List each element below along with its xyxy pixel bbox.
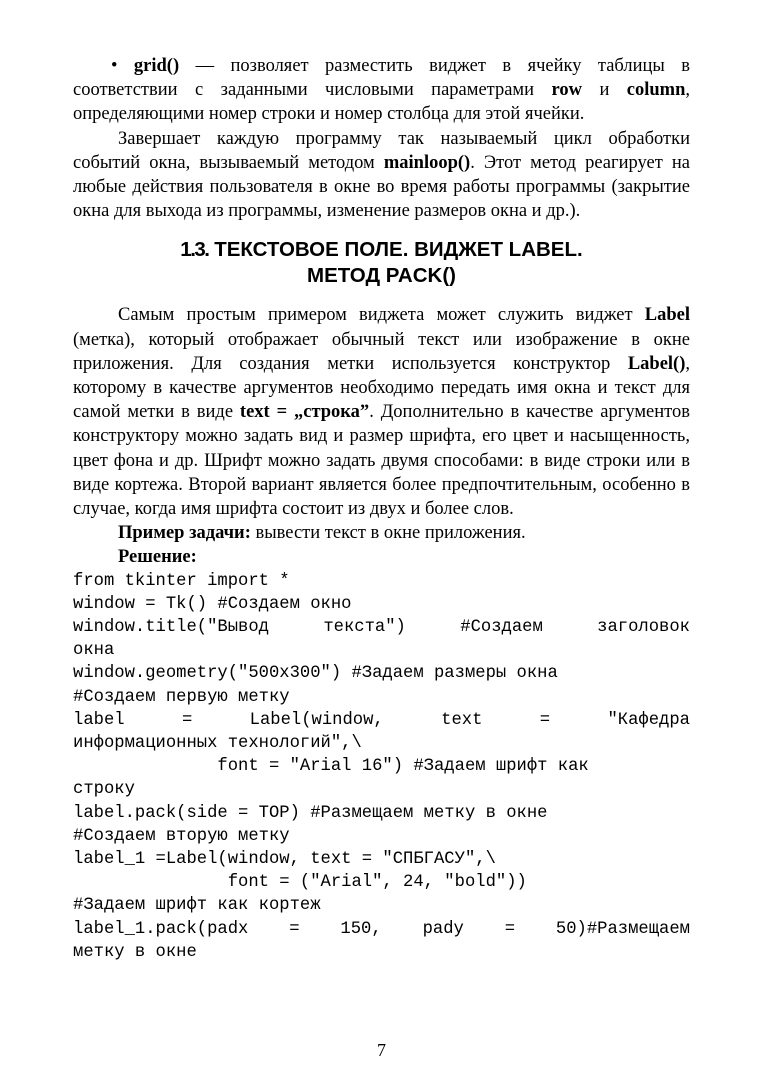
term-text-arg: text = „строка” xyxy=(239,402,370,423)
code-line: label_1 =Label(window, text = "СПБГАСУ",\ xyxy=(73,850,496,870)
heading-line-2: МЕТОД PACK() xyxy=(307,264,456,288)
task-line xyxy=(73,521,690,545)
code-line: window = Tk() #Создаем окно xyxy=(73,594,352,614)
page-content xyxy=(73,54,690,964)
code-line: метку в окне xyxy=(73,942,197,962)
code-line: окна xyxy=(73,641,115,661)
term-grid: grid() xyxy=(133,56,180,76)
code-line: label_1.pack(padx = 150, pady = 50)#Размещаем xyxy=(73,919,690,939)
term-label-ctor: Label() xyxy=(627,353,686,374)
term-label: Label xyxy=(644,305,690,326)
text-segment: . Дополнительно в качестве аргументов конструктору можно задать вид и размер шрифта, его цвет и насыщенность, цвет фона и др. Шрифт можно задать двумя способами: в виде строки или в виде кортежа. Второй вариант является более предпочтительным, особенно в случае, когда имя шрифта состоит из двух и более слов. xyxy=(73,402,690,520)
code-line: from tkinter import * xyxy=(73,571,290,591)
term-mainloop: mainloop() xyxy=(383,152,471,173)
code-line: #Создаем первую метку xyxy=(73,687,290,707)
code-listing xyxy=(73,570,690,964)
section-heading xyxy=(73,237,690,289)
text-segment: , которому в качестве аргументов необходимо передать имя окна и текст для самой метки в виде xyxy=(73,353,690,423)
code-line: window.geometry("500x300") #Задаем размеры окна xyxy=(73,664,558,684)
term-column: column xyxy=(626,80,686,101)
code-line: label = Label(window, text = "Кафедра xyxy=(73,710,690,730)
term-row: row xyxy=(551,80,582,101)
text-segment: и xyxy=(582,80,627,101)
text-segment: — позволяет разместить виджет в ячейку таблицы в соответствии с заданными числовыми параметрами xyxy=(73,56,691,101)
text-segment: Завершает каждую программу так называемый цикл обработки событий окна, вызываемый методом xyxy=(73,128,690,173)
paragraph-label xyxy=(73,303,690,521)
task-text: вывести текст в окне приложения. xyxy=(250,523,526,544)
code-line: label.pack(side = TOP) #Размещаем метку в окне xyxy=(73,803,548,823)
code-line: #Задаем шрифт как кортеж xyxy=(73,896,321,916)
code-line: строку xyxy=(73,780,135,800)
text-segment: (метка), который отображает обычный текст или изображение в окне приложения. Для создания метки используется конструктор xyxy=(73,329,690,374)
code-line: window.title("Вывод текста") #Создаем заголовок xyxy=(73,618,690,638)
page-number: 7 xyxy=(377,1040,386,1060)
code-line: #Создаем вторую метку xyxy=(73,826,290,846)
section-number: 1.3. xyxy=(180,238,209,262)
text-segment: . Этот метод реагирует на любые действия пользователя в окне во время работы программы (закрытие окна для выхода из программы, изменение размеров окна и др.). xyxy=(73,152,691,222)
solution-label: Решение: xyxy=(118,547,197,568)
paragraph-grid xyxy=(73,54,690,127)
paragraph-mainloop xyxy=(73,127,690,224)
text-segment: Самым простым примером виджета может служить виджет xyxy=(118,305,645,326)
text-segment: , определяющими номер строки и номер столбца для этой ячейки. xyxy=(73,80,691,125)
solution-line xyxy=(73,545,690,569)
code-line: font = "Arial 16") #Задаем шрифт как xyxy=(73,757,589,777)
task-label: Пример задачи: xyxy=(118,523,251,544)
code-line: font = ("Arial", 24, "bold")) xyxy=(73,873,527,893)
code-line: информационных технологий",\ xyxy=(73,734,362,754)
heading-line-1: ТЕКСТОВОЕ ПОЛЕ. ВИДЖЕТ LABEL. xyxy=(208,238,583,262)
bullet-marker: • xyxy=(111,56,118,76)
